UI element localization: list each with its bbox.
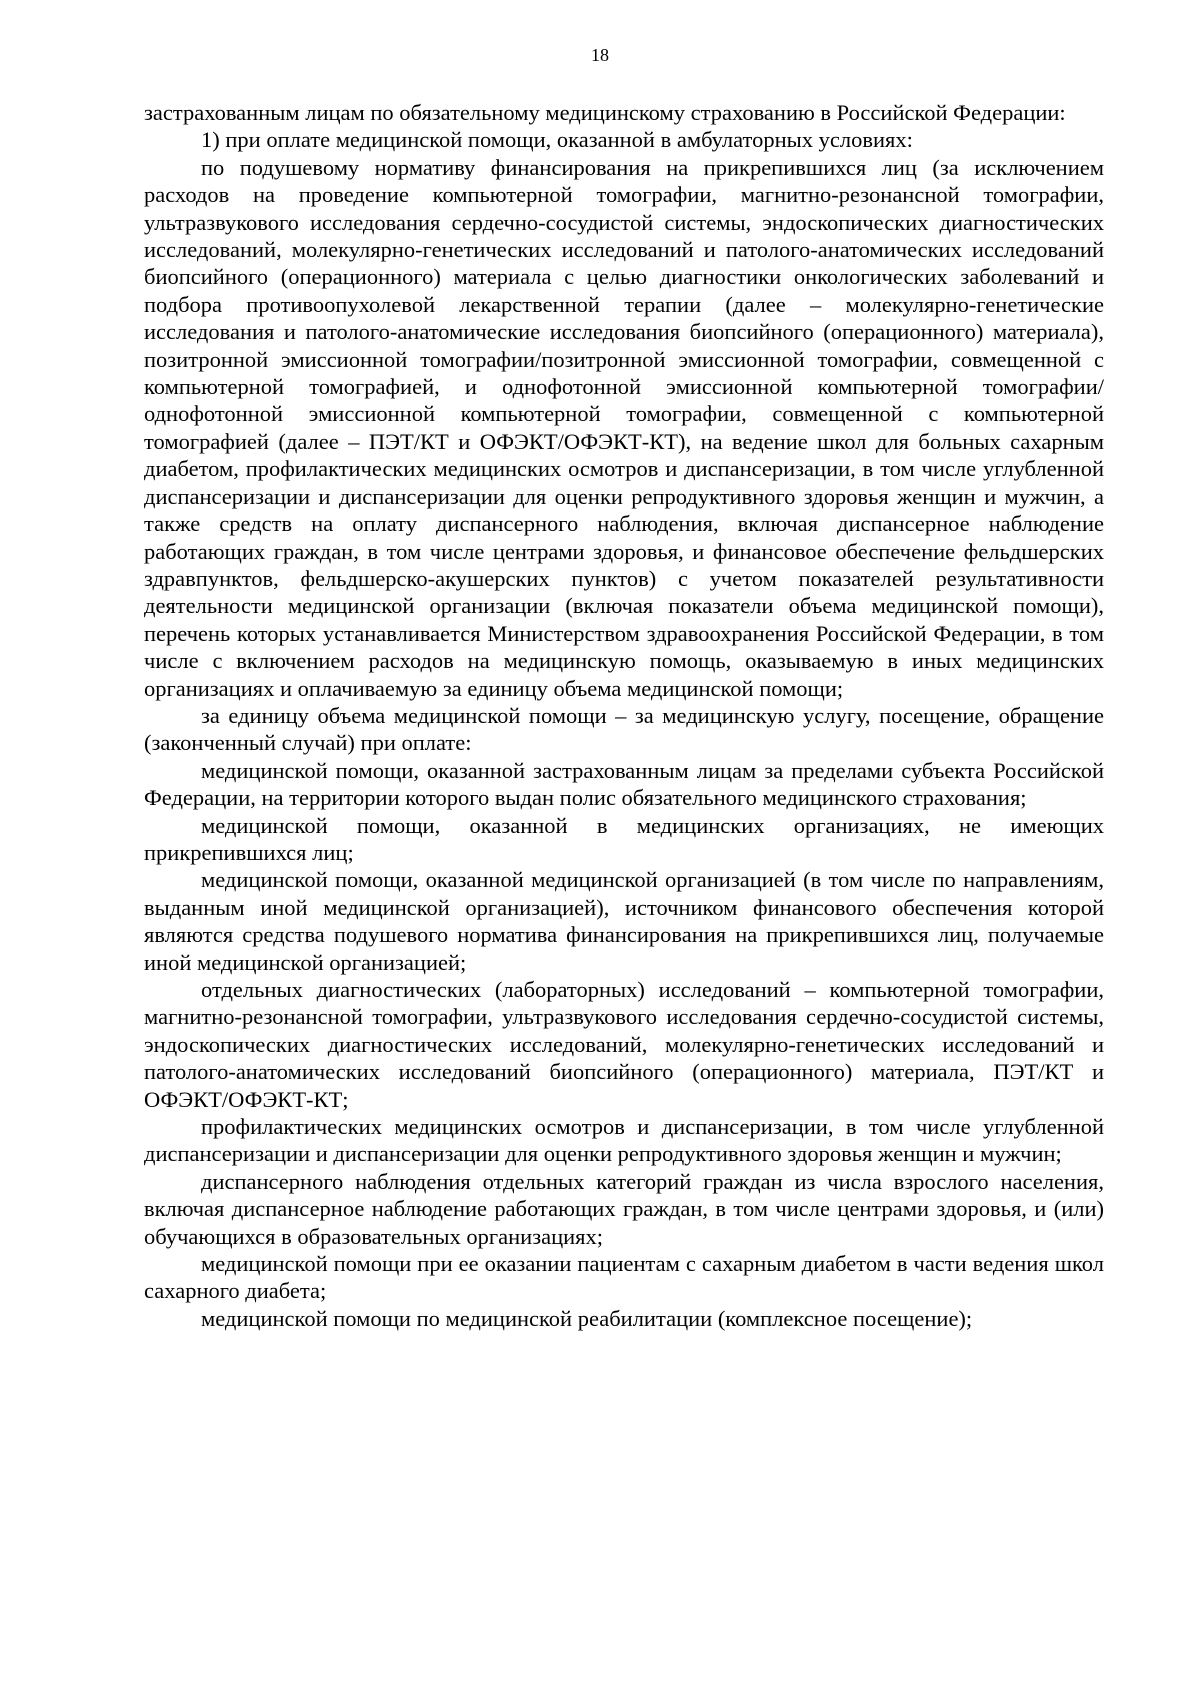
document-body (144, 99, 1104, 1332)
paragraph: медицинской помощи, оказанной застрахованным лицам за пределами субъекта Российской Федерации, на территории которого выдан полис обязательного медицинского страхования; (144, 757, 1104, 811)
paragraph: отдельных диагностических (лабораторных) исследований – компьютерной томографии, магнитно-резонансной томографии, ультразвукового исследования сердечно-сосудистой системы, эндоскопических диагностических исследований, молекулярно-генетических исследований и патолого-анатомических исследований биопсийного (операционного) материала, ПЭТ/КТ и ОФЭКТ/ОФЭКТ-КТ; (144, 977, 1104, 1112)
paragraph: медицинской помощи, оказанной в медицинских организациях, не имеющих прикрепившихся лиц; (144, 812, 1104, 865)
paragraph: медицинской помощи по медицинской реабилитации (комплексное посещение); (201, 1305, 973, 1331)
paragraph: 1) при оплате медицинской помощи, оказанной в амбулаторных условиях: (201, 127, 913, 153)
paragraph: медицинской помощи при ее оказании пациентам с сахарным диабетом в части ведения школ сахарного диабета; (144, 1251, 1104, 1304)
paragraph: диспансерного наблюдения отдельных категорий граждан из числа взрослого населения, включая диспансерное наблюдение работающих граждан, в том числе центрами здоровья, и (или) обучающихся в образовательных организациях; (144, 1168, 1104, 1249)
paragraph: застрахованным лицам по обязательному медицинскому страхованию в Российской Федерации: (144, 100, 1066, 125)
paragraph: за единицу объема медицинской помощи – за медицинскую услугу, посещение, обращение (законченный случай) при оплате: (144, 702, 1104, 756)
paragraph: медицинской помощи, оказанной медицинской организацией (в том числе по направлениям, выданным иной медицинской организацией), источником финансового обеспечения которой являются средства подушевого норматива финансирования на прикрепившихся лиц, получаемые иной медицинской организацией; (144, 867, 1104, 975)
page-number: 18 (591, 45, 609, 65)
paragraph: по подушевому нормативу финансирования на прикрепившихся лиц (за исключением расходов на проведение компьютерной томографии, магнитно-резонансной томографии, ультразвукового исследования сердечно-сосудистой системы, эндоскопических диагностических исследований, молекулярно-генетических исследований и патолого-анатомических исследований биопсийного (операционного) материала с целью диагностики онкологических заболеваний и подбора противоопухолевой лекарственной терапии (далее – молекулярно-генетические исследования и патолого-анатомические исследования биопсийного (операционного) материала), позитронной эмиссионной томографии/позитронной эмиссионной томографии, совмещенной с компьютерной томографией, и однофотонной эмиссионной компьютерной томографии/однофотонной эмиссионной компьютерной томографии, совмещенной с компьютерной томографией (далее – ПЭТ/КТ и ОФЭКТ/ОФЭКТ-КТ), на ведение школ для больных сахарным диабетом, профилактических медицинских осмотров и диспансеризации, в том числе углубленной диспансеризации и диспансеризации для оценки репродуктивного здоровья женщин и мужчин, а также средств на оплату диспансерного наблюдения, включая диспансерное наблюдение работающих граждан, в том числе центрами здоровья, и финансовое обеспечение фельдшерских здравпунктов, фельдшерско-акушерских пунктов) с учетом показателей результативности деятельности медицинской организации (включая показатели объема медицинской помощи), перечень которых устанавливается Министерством здравоохранения Российской Федерации, в том числе с включением расходов на медицинскую помощь, оказываемую в иных медицинских организациях и оплачиваемую за единицу объема медицинской помощи; (144, 154, 1104, 701)
paragraph: профилактических медицинских осмотров и диспансеризации, в том числе углубленной диспансеризации и диспансеризации для оценки репродуктивного здоровья женщин и мужчин; (144, 1114, 1104, 1167)
